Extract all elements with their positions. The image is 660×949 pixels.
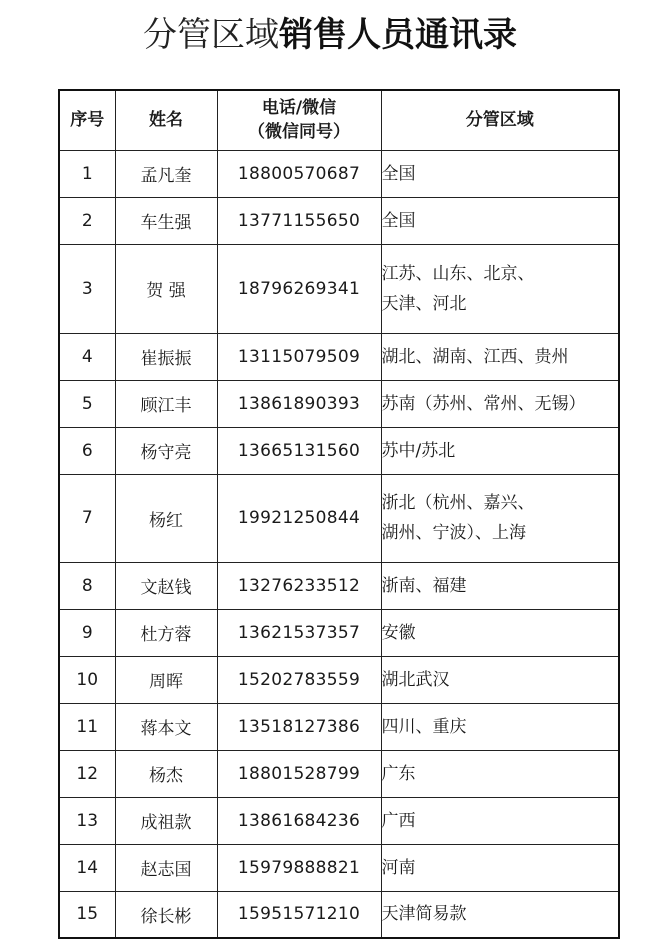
region-line: 全国 — [381, 210, 416, 231]
row-region — [381, 750, 619, 797]
region-line: 苏南（苏州、常州、无锡） — [381, 393, 586, 414]
row-name: 周晖 — [115, 656, 217, 703]
table-row — [59, 844, 619, 891]
row-name: 赵志国 — [115, 844, 217, 891]
region-line: 湖北、湖南、江西、贵州 — [381, 346, 569, 367]
table-row — [59, 562, 619, 609]
row-phone: 15202783559 — [217, 656, 381, 703]
row-region — [381, 244, 619, 333]
header-phone — [217, 90, 381, 150]
table-row — [59, 750, 619, 797]
table-row — [59, 244, 619, 333]
row-seq: 15 — [59, 891, 115, 938]
region-line: 全国 — [381, 163, 416, 184]
header-region: 分管区域 — [381, 90, 619, 150]
row-region — [381, 562, 619, 609]
row-name: 成祖款 — [115, 797, 217, 844]
table-row — [59, 703, 619, 750]
row-seq: 4 — [59, 333, 115, 380]
row-phone: 13621537357 — [217, 609, 381, 656]
table-body — [59, 150, 619, 938]
row-seq: 3 — [59, 244, 115, 333]
row-name: 杜方蓉 — [115, 609, 217, 656]
table-row — [59, 333, 619, 380]
table-row — [59, 891, 619, 938]
region-line: 浙北（杭州、嘉兴、 — [381, 493, 535, 513]
table-header-row — [59, 90, 619, 150]
region-line: 苏中/苏北 — [381, 440, 456, 461]
row-seq: 13 — [59, 797, 115, 844]
header-phone-line2: （微信同号） — [248, 122, 350, 143]
row-region — [381, 380, 619, 427]
row-name: 徐长彬 — [115, 891, 217, 938]
table-row — [59, 427, 619, 474]
row-name: 孟凡奎 — [115, 150, 217, 197]
table-row — [59, 797, 619, 844]
row-name: 贺 强 — [115, 244, 217, 333]
row-seq: 8 — [59, 562, 115, 609]
header-name: 姓名 — [115, 90, 217, 150]
title-prefix: 分管区域 — [143, 15, 279, 55]
row-seq: 7 — [59, 474, 115, 562]
row-name: 车生强 — [115, 197, 217, 244]
row-phone: 13861890393 — [217, 380, 381, 427]
row-phone: 18796269341 — [217, 244, 381, 333]
row-seq: 11 — [59, 703, 115, 750]
row-seq: 9 — [59, 609, 115, 656]
row-region — [381, 656, 619, 703]
region-line: 天津、河北 — [381, 293, 467, 314]
sales-contact-table — [58, 89, 620, 939]
row-name: 杨守亮 — [115, 427, 217, 474]
table-row — [59, 150, 619, 197]
row-region — [381, 474, 619, 562]
region-line: 广西 — [381, 810, 416, 831]
row-seq: 5 — [59, 380, 115, 427]
region-line: 湖北武汉 — [381, 669, 450, 690]
row-seq: 6 — [59, 427, 115, 474]
region-line: 安徽 — [381, 622, 416, 643]
title-main: 销售人员通讯录 — [279, 15, 517, 55]
row-region — [381, 150, 619, 197]
row-phone: 13861684236 — [217, 797, 381, 844]
region-line: 广东 — [381, 763, 416, 784]
row-phone: 15979888821 — [217, 844, 381, 891]
row-seq: 1 — [59, 150, 115, 197]
row-region — [381, 797, 619, 844]
row-region — [381, 197, 619, 244]
region-line: 浙南、福建 — [381, 575, 467, 596]
row-phone: 18800570687 — [217, 150, 381, 197]
row-region — [381, 427, 619, 474]
region-line: 河南 — [381, 857, 416, 878]
table-row — [59, 380, 619, 427]
row-region — [381, 891, 619, 938]
row-phone: 13115079509 — [217, 333, 381, 380]
row-name: 文赵钱 — [115, 562, 217, 609]
row-phone: 15951571210 — [217, 891, 381, 938]
row-seq: 2 — [59, 197, 115, 244]
region-line: 江苏、山东、北京、 — [381, 263, 535, 284]
row-seq: 12 — [59, 750, 115, 797]
row-name: 蒋本文 — [115, 703, 217, 750]
row-name: 崔振振 — [115, 333, 217, 380]
page-title — [0, 8, 660, 62]
row-phone: 13771155650 — [217, 197, 381, 244]
row-name: 杨杰 — [115, 750, 217, 797]
row-phone: 13518127386 — [217, 703, 381, 750]
row-region — [381, 844, 619, 891]
row-name: 顾江丰 — [115, 380, 217, 427]
row-region — [381, 609, 619, 656]
row-phone: 18801528799 — [217, 750, 381, 797]
row-name: 杨红 — [115, 474, 217, 562]
table-row — [59, 474, 619, 562]
table-row — [59, 197, 619, 244]
row-region — [381, 333, 619, 380]
row-seq: 14 — [59, 844, 115, 891]
header-phone-line1: 电话/微信 — [261, 98, 337, 119]
row-region — [381, 703, 619, 750]
region-line: 湖州、宁波）、上海 — [381, 523, 526, 543]
row-phone: 13276233512 — [217, 562, 381, 609]
region-line: 四川、重庆 — [381, 716, 467, 737]
row-phone: 19921250844 — [217, 474, 381, 562]
region-line: 天津简易款 — [381, 904, 467, 925]
row-seq: 10 — [59, 656, 115, 703]
table-row — [59, 656, 619, 703]
row-phone: 13665131560 — [217, 427, 381, 474]
header-seq: 序号 — [59, 90, 115, 150]
table-row — [59, 609, 619, 656]
